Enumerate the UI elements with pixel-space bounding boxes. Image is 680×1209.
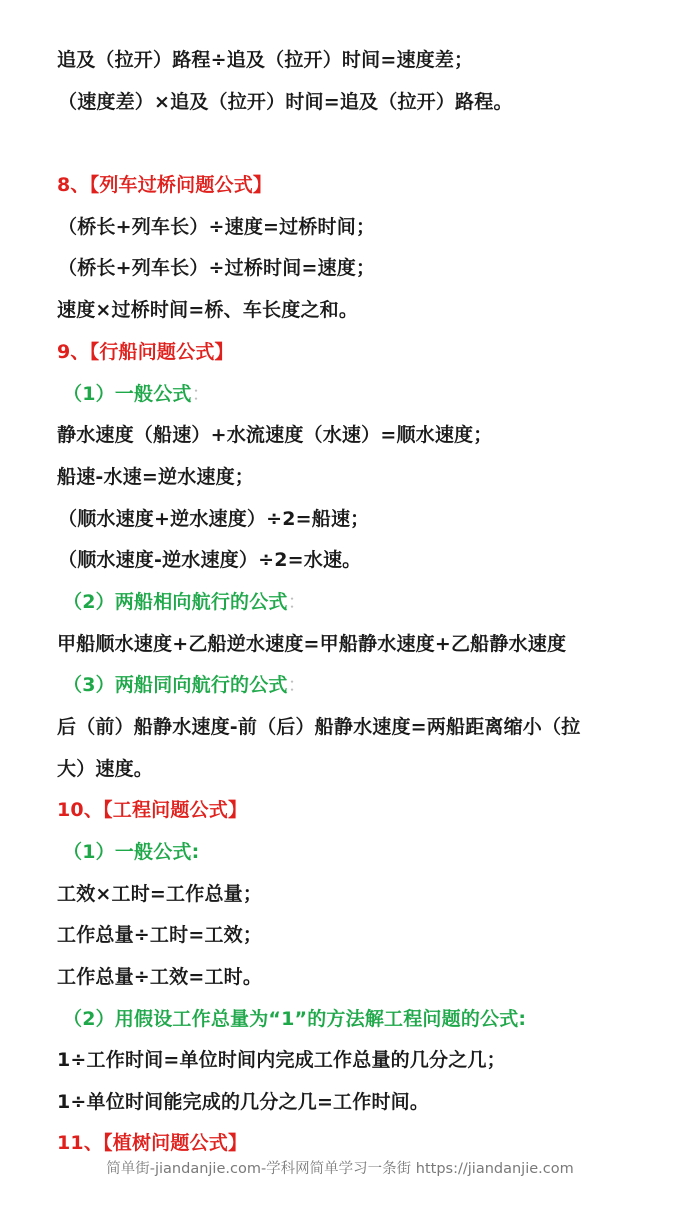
text-line: 工作总量÷工效=工时。 bbox=[57, 966, 263, 988]
text-line: 追及（拉开）路程÷追及（拉开）时间=速度差； bbox=[57, 49, 474, 71]
section-heading-8: 8、【列车过桥问题公式】 bbox=[57, 174, 273, 196]
text-line: 1÷工作时间=单位时间内完成工作总量的几分之几； bbox=[57, 1049, 506, 1071]
text-line: 1÷单位时间能完成的几分之几=工作时间。 bbox=[57, 1091, 430, 1113]
text-line: 船速-水速=逆水速度； bbox=[57, 466, 255, 488]
text-line: （桥长+列车长）÷速度=过桥时间； bbox=[58, 216, 376, 238]
text-line: 静水速度（船速）+水流速度（水速）=顺水速度； bbox=[57, 424, 493, 446]
subheading-same-direction: （3）两船同向航行的公式： bbox=[63, 674, 307, 696]
text-line: （桥长+列车长）÷过桥时间=速度； bbox=[58, 257, 376, 279]
text-line: （顺水速度+逆水速度）÷2=船速； bbox=[58, 508, 370, 530]
text-line: 后（前）船静水速度-前（后）船静水速度=两船距离缩小（拉 bbox=[57, 716, 581, 738]
subheading-opposite-direction: （2）两船相向航行的公式： bbox=[63, 591, 307, 613]
section-heading-10: 10、【工程问题公式】 bbox=[57, 799, 248, 821]
text-line: 大）速度。 bbox=[57, 758, 154, 780]
colon-mark: ： bbox=[191, 383, 211, 405]
subheading-unit-workload: （2）用假设工作总量为“1”的方法解工程问题的公式: bbox=[63, 1008, 527, 1030]
colon-mark: ： bbox=[287, 591, 307, 613]
text-line: 甲船顺水速度+乙船逆水速度=甲船静水速度+乙船静水速度 bbox=[57, 633, 567, 655]
subheading-general-formula: （1）一般公式: bbox=[63, 841, 200, 863]
text-line: 工作总量÷工时=工效； bbox=[57, 924, 263, 946]
subheading-general-formula: （1）一般公式： bbox=[63, 383, 211, 405]
text-line: 速度×过桥时间=桥、车长度之和。 bbox=[57, 299, 359, 321]
text-line: 工效×工时=工作总量； bbox=[57, 883, 263, 905]
section-heading-11: 11、【植树问题公式】 bbox=[57, 1132, 248, 1154]
text-line: （顺水速度-逆水速度）÷2=水速。 bbox=[58, 549, 362, 571]
section-heading-9: 9、【行船问题公式】 bbox=[57, 341, 234, 363]
footer-watermark: 简单街-jiandanjie.com-学科网简单学习一条街 https://jiandanjie.com bbox=[106, 1161, 574, 1177]
colon-mark: ： bbox=[287, 674, 307, 696]
text-line: （速度差）×追及（拉开）时间=追及（拉开）路程。 bbox=[58, 91, 513, 113]
